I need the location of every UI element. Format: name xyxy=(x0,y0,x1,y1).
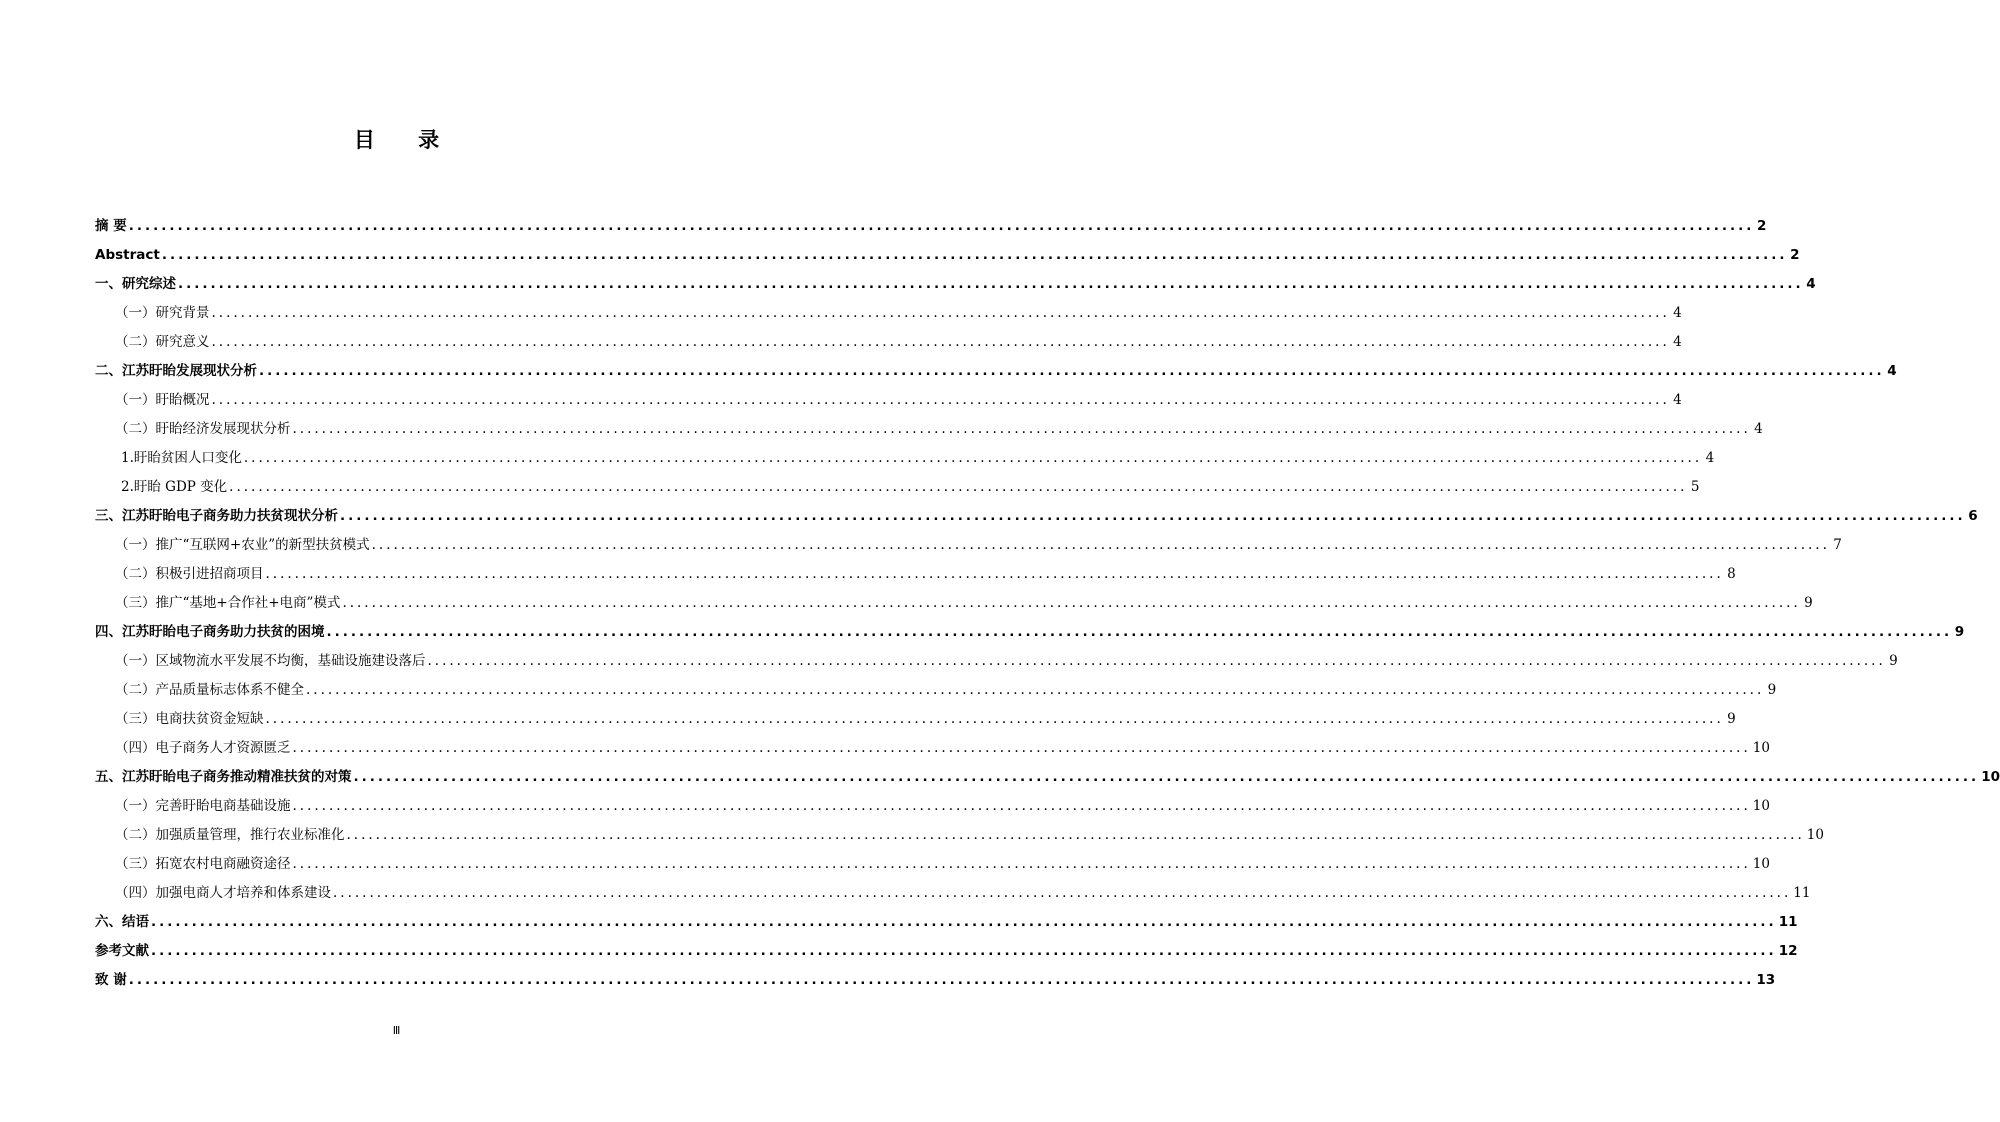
dot-leader: ........................................................................................................................................................................................................ xyxy=(178,276,1804,292)
toc-entry-label: （一）区域物流水平发展不均衡，基础设施建设落后 xyxy=(115,653,426,669)
toc-entry[interactable] xyxy=(95,212,1767,241)
table-of-contents xyxy=(95,212,2000,995)
toc-entry-label: （二）研究意义 xyxy=(115,334,210,350)
toc-entry-label: （二）积极引进招商项目 xyxy=(115,566,264,582)
toc-entry[interactable] xyxy=(95,821,1824,850)
dot-leader: ........................................................................................................................................................................................................ xyxy=(229,479,1688,495)
toc-entry[interactable] xyxy=(95,792,1770,821)
toc-entry[interactable] xyxy=(95,879,1811,908)
dot-leader: ........................................................................................................................................................................................................ xyxy=(326,624,1953,640)
toc-entry-page: 9 xyxy=(1804,595,1813,611)
page-title: 目 录 xyxy=(353,128,458,152)
toc-entry-label: 二、江苏盱眙发展现状分析 xyxy=(95,363,257,379)
toc-entry[interactable] xyxy=(95,531,1842,560)
toc-entry-page: 9 xyxy=(1954,624,1965,640)
toc-entry-label: （一）研究背景 xyxy=(115,305,210,321)
dot-leader: ........................................................................................................................................................................................................ xyxy=(427,653,1886,669)
toc-entry-page: 9 xyxy=(1889,653,1898,669)
toc-entry[interactable] xyxy=(95,908,1798,937)
toc-entry-page: 4 xyxy=(1887,363,1897,379)
toc-entry[interactable] xyxy=(95,357,1897,386)
toc-entry-label: 一、研究综述 xyxy=(95,276,176,292)
toc-entry[interactable] xyxy=(95,328,1682,357)
toc-entry-label: （四）加强电商人才培养和体系建设 xyxy=(115,885,331,901)
dot-leader: ........................................................................................................................................................................................................ xyxy=(128,972,1755,988)
dot-leader: ........................................................................................................................................................................................................ xyxy=(265,566,1724,582)
page-number: Ⅲ xyxy=(392,1024,401,1037)
dot-leader: ........................................................................................................................................................................................................ xyxy=(128,218,1755,234)
toc-entry-page: 6 xyxy=(1968,508,1978,524)
toc-entry[interactable] xyxy=(95,618,1965,647)
toc-entry-label: 四、江苏盱眙电子商务助力扶贫的困境 xyxy=(95,624,325,640)
toc-entry-page: 4 xyxy=(1705,450,1715,466)
dot-leader: ........................................................................................................................................................................................................ xyxy=(259,363,1885,379)
toc-entry-label: 2.盱眙 GDP 变化 xyxy=(121,479,228,495)
toc-entry-label: 六、结语 xyxy=(95,914,149,930)
toc-entry-page: 2 xyxy=(1756,218,1767,234)
toc-entry-label: （二）盱眙经济发展现状分析 xyxy=(115,421,291,437)
toc-entry-page: 4 xyxy=(1673,305,1682,321)
dot-leader: ........................................................................................................................................................................................................ xyxy=(211,305,1670,321)
dot-leader: ........................................................................................................................................................................................................ xyxy=(161,247,1788,263)
toc-entry[interactable] xyxy=(95,502,1978,531)
dot-leader: ........................................................................................................................................................................................................ xyxy=(151,914,1777,930)
toc-entry-label: （三）拓宽农村电商融资途径 xyxy=(115,856,291,872)
toc-entry-page: 7 xyxy=(1833,537,1842,553)
toc-entry-page: 10 xyxy=(1981,769,2000,785)
toc-entry[interactable] xyxy=(95,966,1776,995)
toc-entry[interactable] xyxy=(95,676,1777,705)
toc-entry-page: 4 xyxy=(1754,421,1763,437)
toc-entry[interactable] xyxy=(95,241,1800,270)
toc-entry-page: 2 xyxy=(1790,247,1800,263)
toc-entry-page: 11 xyxy=(1793,885,1811,901)
toc-entry-page: 10 xyxy=(1806,827,1824,843)
toc-entry-label: 1.盱眙贫困人口变化 xyxy=(121,450,242,466)
toc-entry-label: （二）加强质量管理，推行农业标准化 xyxy=(115,827,345,843)
dot-leader: ........................................................................................................................................................................................................ xyxy=(243,450,1703,466)
toc-entry-page: 10 xyxy=(1752,798,1770,814)
toc-entry-label: （三）推广“基地+合作社+电商”模式 xyxy=(115,595,341,611)
dot-leader: ........................................................................................................................................................................................................ xyxy=(292,856,1751,872)
dot-leader: ........................................................................................................................................................................................................ xyxy=(151,943,1777,959)
toc-entry[interactable] xyxy=(95,763,2000,792)
dot-leader: ........................................................................................................................................................................................................ xyxy=(265,711,1724,727)
toc-entry-page: 10 xyxy=(1752,740,1770,756)
toc-entry[interactable] xyxy=(95,589,1813,618)
toc-entry[interactable] xyxy=(95,734,1770,763)
toc-entry-label: 摘 要 xyxy=(95,218,127,234)
toc-entry-page: 8 xyxy=(1727,566,1736,582)
dot-leader: ........................................................................................................................................................................................................ xyxy=(292,421,1751,437)
toc-entry-label: （一）推广“互联网+农业”的新型扶贫模式 xyxy=(115,537,370,553)
toc-entry[interactable] xyxy=(95,937,1798,966)
dot-leader: ........................................................................................................................................................................................................ xyxy=(306,682,1765,698)
toc-entry-page: 5 xyxy=(1690,479,1700,495)
dot-leader: ........................................................................................................................................................................................................ xyxy=(340,508,1966,524)
toc-entry-page: 4 xyxy=(1806,276,1816,292)
dot-leader: ........................................................................................................................................................................................................ xyxy=(292,740,1751,756)
toc-entry-page: 4 xyxy=(1673,392,1682,408)
toc-entry[interactable] xyxy=(95,270,1816,299)
toc-entry[interactable] xyxy=(95,560,1736,589)
toc-entry[interactable] xyxy=(95,850,1770,879)
toc-entry-page: 9 xyxy=(1767,682,1777,698)
toc-entry[interactable] xyxy=(95,647,1898,676)
toc-entry-label: （三）电商扶贫资金短缺 xyxy=(115,711,264,727)
toc-entry-page: 9 xyxy=(1727,711,1736,727)
toc-entry-label: 五、江苏盱眙电子商务推动精准扶贫的对策 xyxy=(95,769,352,785)
dot-leader: ........................................................................................................................................................................................................ xyxy=(211,392,1670,408)
dot-leader: ........................................................................................................................................................................................................ xyxy=(292,798,1751,814)
toc-entry[interactable] xyxy=(95,705,1736,734)
toc-entry-page: 11 xyxy=(1778,914,1798,930)
toc-entry-label: （一）完善盱眙电商基础设施 xyxy=(115,798,291,814)
dot-leader: ........................................................................................................................................................................................................ xyxy=(346,827,1805,843)
toc-entry[interactable] xyxy=(95,415,1763,444)
toc-entry-label: 致 谢 xyxy=(95,972,127,988)
dot-leader: ........................................................................................................................................................................................................ xyxy=(342,595,1801,611)
toc-entry-label: 三、江苏盱眙电子商务助力扶贫现状分析 xyxy=(95,508,338,524)
toc-entry[interactable] xyxy=(95,444,1715,473)
toc-entry-page: 13 xyxy=(1756,972,1776,988)
dot-leader: ........................................................................................................................................................................................................ xyxy=(211,334,1670,350)
toc-entry-page: 10 xyxy=(1752,856,1770,872)
dot-leader: ........................................................................................................................................................................................................ xyxy=(353,769,1980,785)
toc-entry-label: 参考文献 xyxy=(95,943,149,959)
toc-entry[interactable] xyxy=(95,386,1682,415)
toc-entry-label: （一）盱眙概况 xyxy=(115,392,210,408)
toc-entry-page: 4 xyxy=(1673,334,1682,350)
dot-leader: ........................................................................................................................................................................................................ xyxy=(371,537,1830,553)
toc-entry[interactable] xyxy=(95,299,1682,328)
toc-entry[interactable] xyxy=(95,473,1700,502)
toc-entry-page: 12 xyxy=(1778,943,1798,959)
toc-entry-label: Abstract xyxy=(95,247,160,263)
dot-leader: ........................................................................................................................................................................................................ xyxy=(333,885,1792,901)
toc-entry-label: （二）产品质量标志体系不健全 xyxy=(115,682,304,698)
toc-entry-label: （四）电子商务人才资源匮乏 xyxy=(115,740,291,756)
